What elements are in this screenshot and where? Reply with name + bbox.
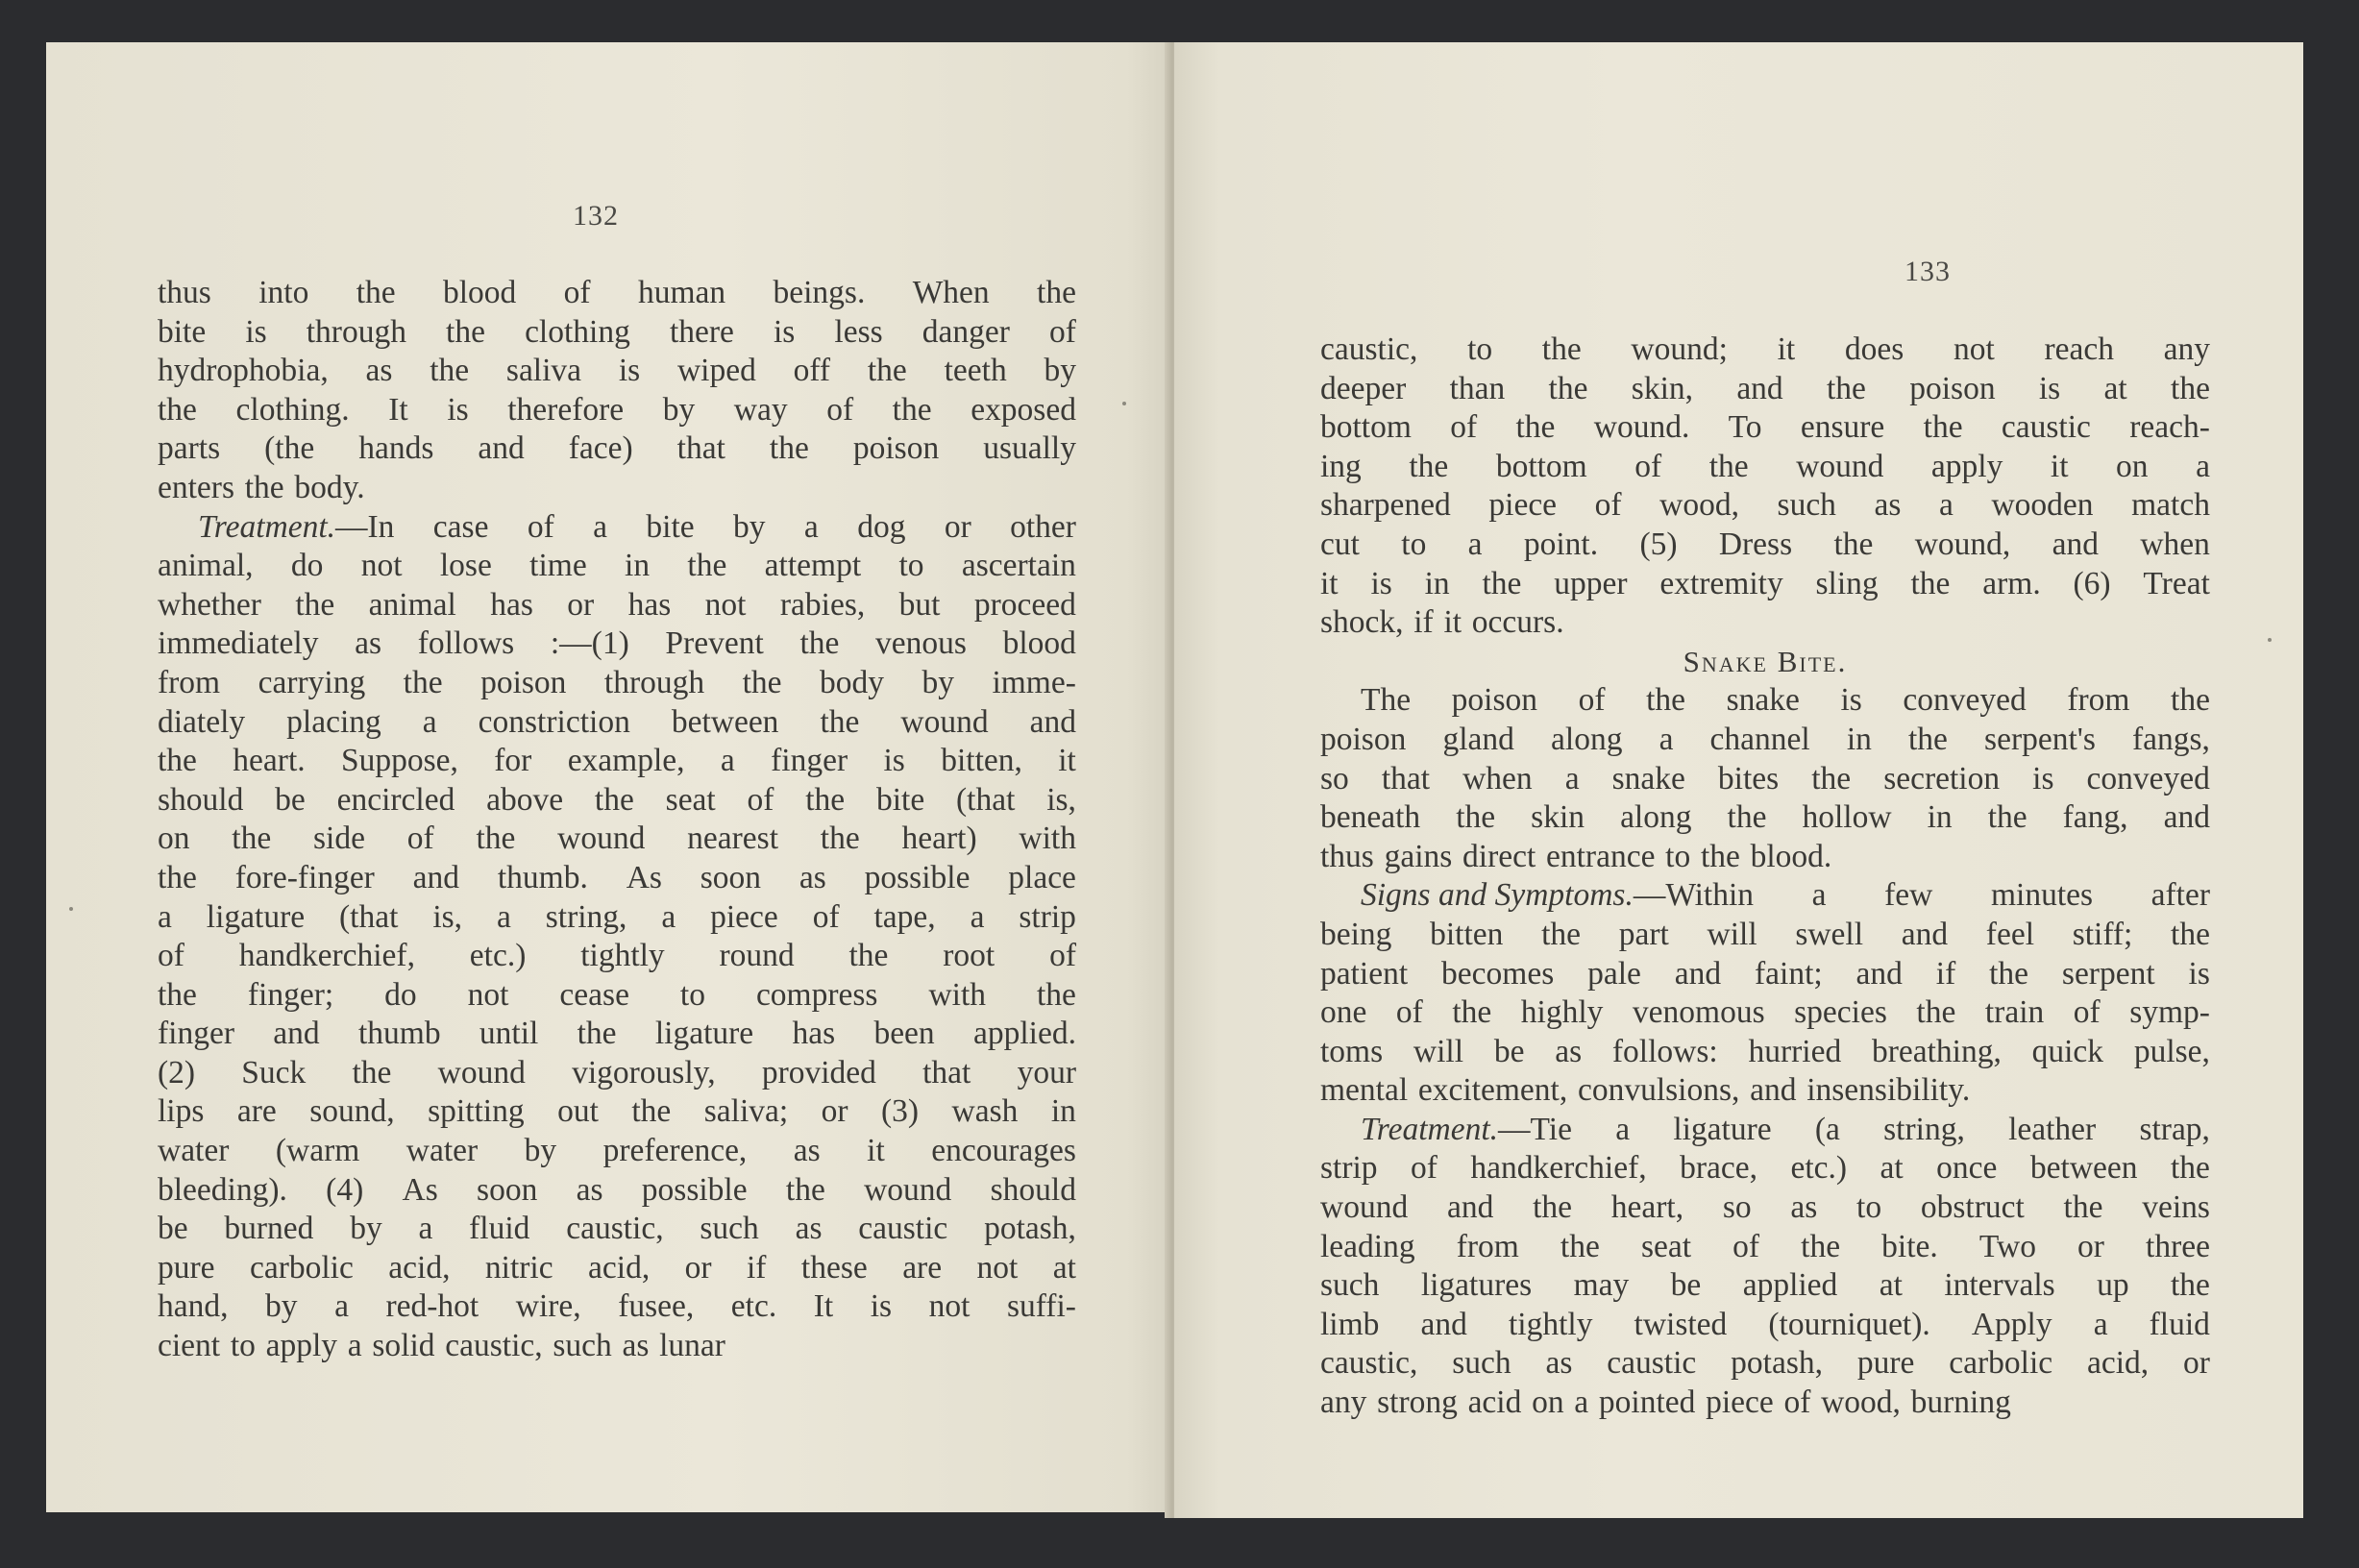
text-line: patient becomes pale and faint; and if the serpent is — [1320, 955, 2210, 992]
text-line: poison gland along a channel in the serpent's fangs, — [1320, 721, 2210, 757]
body-text — [158, 274, 1076, 1366]
text-line: mental excitement, convulsions, and insensibility. — [1320, 1072, 1971, 1109]
text-line: the clothing. It is therefore by way of the exposed — [158, 391, 1076, 428]
text-line: thus gains direct entrance to the blood. — [1320, 838, 1832, 874]
text-line: parts (the hands and face) that the poison usually — [158, 430, 1076, 467]
paper-speck — [69, 907, 73, 911]
text-line: the heart. Suppose, for example, a finger is bitten, it — [158, 743, 1076, 779]
text-line: (2) Suck the wound vigorously, provided that your — [158, 1054, 1076, 1090]
page-number: 133 — [1904, 256, 1951, 287]
text-line: pure carbolic acid, nitric acid, or if these are not at — [158, 1249, 1076, 1286]
text-line: the finger; do not cease to compress with the — [158, 976, 1076, 1013]
text-line: water (warm water by preference, as it encourages — [158, 1133, 1076, 1169]
text-line: lips are sound, spitting out the saliva; or (3) wash in — [158, 1093, 1076, 1130]
text-line: strip of handkerchief, brace, etc.) at once between the — [1320, 1150, 2210, 1187]
paragraph-group — [1320, 681, 2210, 1422]
text-line: The poison of the snake is conveyed from the — [1361, 682, 2210, 719]
text-line: thus into the blood of human beings. When the — [158, 275, 1076, 310]
text-line: being bitten the part will swell and feel stiff; the — [1320, 916, 2210, 952]
text-line: caustic, such as caustic potash, pure carbolic acid, or — [1320, 1345, 2210, 1382]
text-line: one of the highly venomous species the train of symp- — [1320, 994, 2210, 1031]
text-line: hand, by a red-hot wire, fusee, etc. It is not suffi- — [158, 1288, 1076, 1325]
text-line: should be encircled above the seat of the bite (that is, — [158, 781, 1076, 818]
page-number: 132 — [573, 200, 619, 232]
text-line: toms will be as follows: hurried breathing, quick pulse, — [1320, 1033, 2210, 1069]
text-line: the fore-finger and thumb. As soon as possible place — [158, 859, 1076, 895]
right-page — [1174, 42, 2303, 1518]
text-line: it is in the upper extremity sling the arm. (6) Treat — [1320, 565, 2210, 601]
text-line: limb and tightly twisted (tourniquet). Apply a fluid — [1320, 1306, 2210, 1342]
text-line: be burned by a fluid caustic, such as caustic potash, — [158, 1211, 1076, 1247]
text-line: from carrying the poison through the body by imme- — [158, 664, 1076, 700]
paper-speck — [1122, 402, 1126, 405]
text-line: hydrophobia, as the saliva is wiped off the teeth by — [158, 353, 1076, 389]
text-line: a ligature (that is, a string, a piece of tape, a strip — [158, 898, 1076, 935]
text-line: Treatment.—Tie a ligature (a string, leather strap, — [1361, 1111, 2210, 1147]
body-text — [1320, 331, 2210, 1423]
text-line: leading from the seat of the bite. Two or three — [1320, 1228, 2210, 1264]
left-page — [46, 42, 1172, 1512]
text-line: ing the bottom of the wound apply it on a — [1320, 448, 2210, 484]
text-line: whether the animal has or has not rabies, but proceed — [158, 586, 1076, 623]
text-line: finger and thumb until the ligature has been applied. — [158, 1016, 1076, 1052]
text-line: deeper than the skin, and the poison is at the — [1320, 370, 2210, 406]
text-line: on the side of the wound nearest the heart) with — [158, 821, 1076, 857]
text-line: cut to a point. (5) Dress the wound, and when — [1320, 526, 2210, 562]
text-line: sharpened piece of wood, such as a wooden match — [1320, 487, 2210, 524]
text-line: any strong acid on a pointed piece of wood, burning — [1320, 1384, 2011, 1421]
section-heading: Snake Bite. — [1683, 644, 1848, 678]
text-line: shock, if it occurs. — [1320, 604, 1564, 641]
text-line: animal, do not lose time in the attempt to ascertain — [158, 548, 1076, 584]
text-line: enters the body. — [158, 469, 365, 505]
text-line: such ligatures may be applied at intervals up the — [1320, 1267, 2210, 1304]
text-line: of handkerchief, etc.) tightly round the root of — [158, 938, 1076, 974]
text-line: caustic, to the wound; it does not reach any — [1320, 331, 2210, 367]
text-line: bottom of the wound. To ensure the caustic reach- — [1320, 409, 2210, 446]
text-line: immediately as follows :—(1) Prevent the venous blood — [158, 625, 1076, 662]
text-line: cient to apply a solid caustic, such as lunar — [158, 1328, 725, 1364]
text-line: so that when a snake bites the secretion is conveyed — [1320, 760, 2210, 796]
paper-speck — [2268, 638, 2272, 642]
text-line: Treatment.—In case of a bite by a dog or other — [198, 508, 1076, 545]
paragraph-group — [1320, 331, 2210, 643]
text-line: wound and the heart, so as to obstruct the veins — [1320, 1189, 2210, 1226]
text-line: Signs and Symptoms.—Within a few minutes after — [1361, 877, 2210, 914]
text-line: bleeding). (4) As soon as possible the wound should — [158, 1171, 1076, 1208]
text-line: diately placing a constriction between the wound and — [158, 703, 1076, 740]
text-line: beneath the skin along the hollow in the fang, and — [1320, 799, 2210, 836]
text-line: bite is through the clothing there is less danger of — [158, 313, 1076, 350]
